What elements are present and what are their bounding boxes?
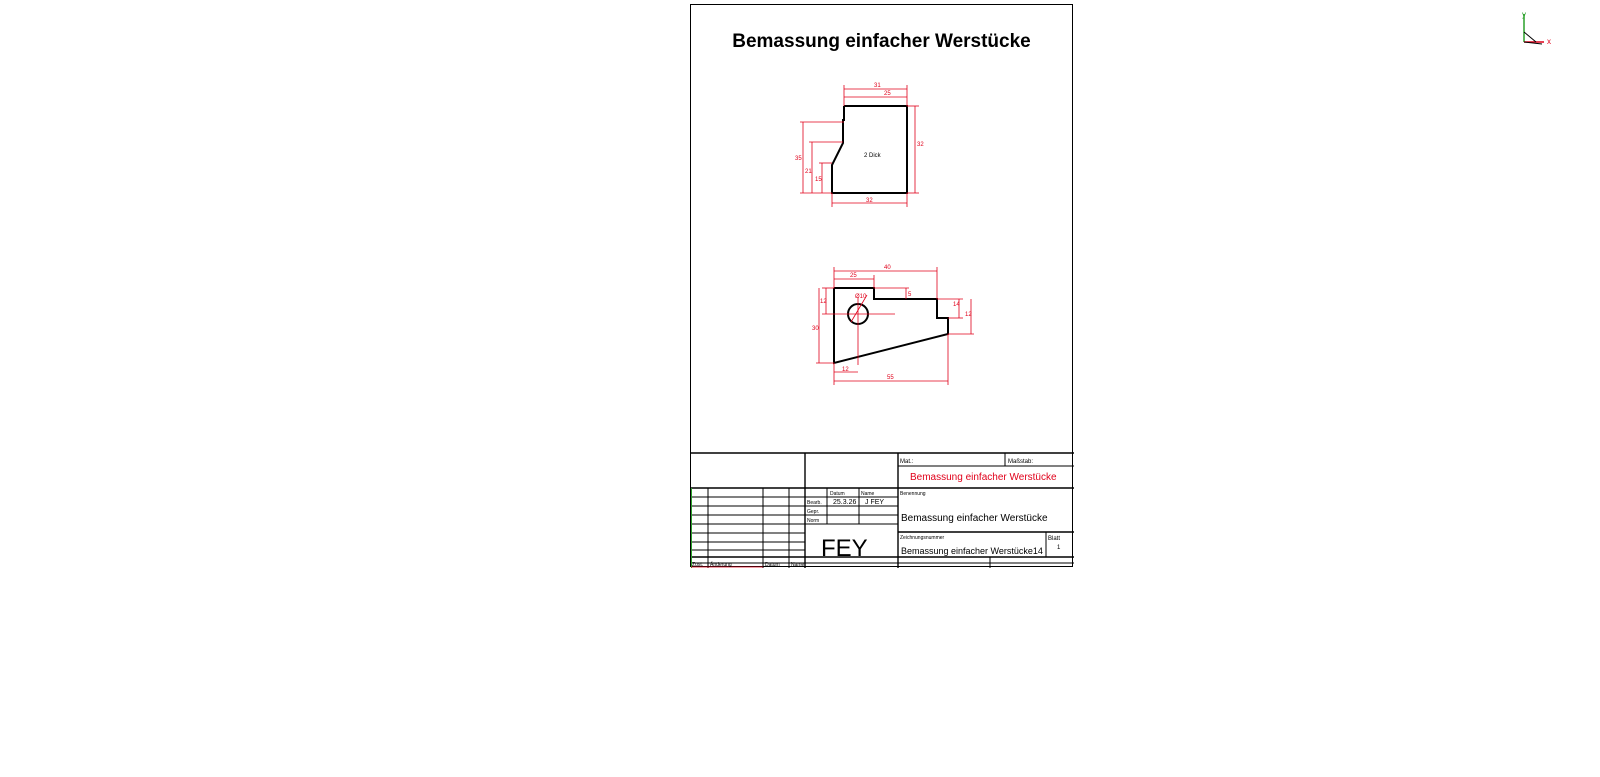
part2-view[interactable] (812, 265, 974, 385)
footer-datum: Datum (765, 562, 780, 568)
part1-thickness-label: 2 Dick (864, 153, 881, 159)
part2-dim-top-left: 25 (850, 273, 857, 279)
part2-dim-bottom-left: 12 (842, 367, 849, 373)
scale-label: Maßstab: (1008, 459, 1034, 465)
drawing-number-label: Zeichnungsnummer (900, 535, 945, 541)
footer-aenderung: Änderung (710, 562, 732, 568)
material-value: Bemassung einfacher Werstücke (910, 472, 1057, 483)
part2-dim-bottom-total: 55 (887, 375, 894, 381)
part2-dim-top-total: 40 (884, 265, 891, 271)
drawing-number-value: Bemassung einfacher Werstücke14 (901, 546, 1043, 556)
part1-outline (832, 106, 907, 193)
row-bearb-label: Bearb. (807, 500, 822, 506)
part1-dim-left-total: 35 (795, 156, 802, 162)
part2-dim-left-upper: 12 (820, 299, 827, 305)
part2-dim-hole-dia: Ø10 (855, 294, 867, 300)
part1-dim-left-mid: 21 (805, 169, 812, 175)
part1-view[interactable] (795, 83, 924, 207)
col-name-label: Name (861, 491, 875, 497)
part2-dim-left-total: 30 (812, 326, 819, 332)
drawing-canvas[interactable] (691, 5, 1074, 568)
part1-dim-left-low: 15 (815, 177, 822, 183)
part1-dim-bottom-width: 32 (866, 198, 873, 204)
axis-indicator (1512, 8, 1562, 53)
sheet-title: Bemassung einfacher Werstücke (732, 31, 1031, 52)
bearb-date: 25.3.26 (833, 499, 857, 506)
row-gepr-label: Gepr. (807, 509, 820, 515)
part1-dimension-lines (800, 85, 919, 207)
col-date-label: Datum (830, 491, 845, 497)
part2-outline (834, 288, 948, 363)
part2-dim-right-total: 12 (965, 312, 972, 318)
part1-dim-right-height: 32 (917, 142, 924, 148)
part1-dim-top-total: 31 (874, 83, 881, 89)
row-norm-label: Norm (807, 518, 820, 524)
bearb-name: J FEY (865, 499, 885, 506)
part2-dim-notch-depth: 5 (908, 292, 912, 298)
axis-x-label: x (1547, 37, 1551, 46)
material-label: Mat.: (900, 459, 914, 465)
part1-dim-top-right: 25 (884, 91, 891, 97)
part2-dim-right-upper: 14 (953, 302, 960, 308)
designation-value: Bemassung einfacher Werstücke (901, 513, 1048, 524)
axis-y-label: y (1522, 10, 1526, 19)
company-name: FEY (821, 535, 868, 562)
sheet-number-label: Blatt (1048, 536, 1061, 542)
footer-name: Name (791, 562, 805, 568)
part2-dimension-lines (816, 267, 974, 385)
drawing-sheet[interactable] (690, 4, 1073, 567)
designation-label: Benennung (900, 491, 926, 497)
sheet-number-value: 1 (1057, 545, 1061, 551)
footer-zust: Zust. (692, 562, 704, 568)
